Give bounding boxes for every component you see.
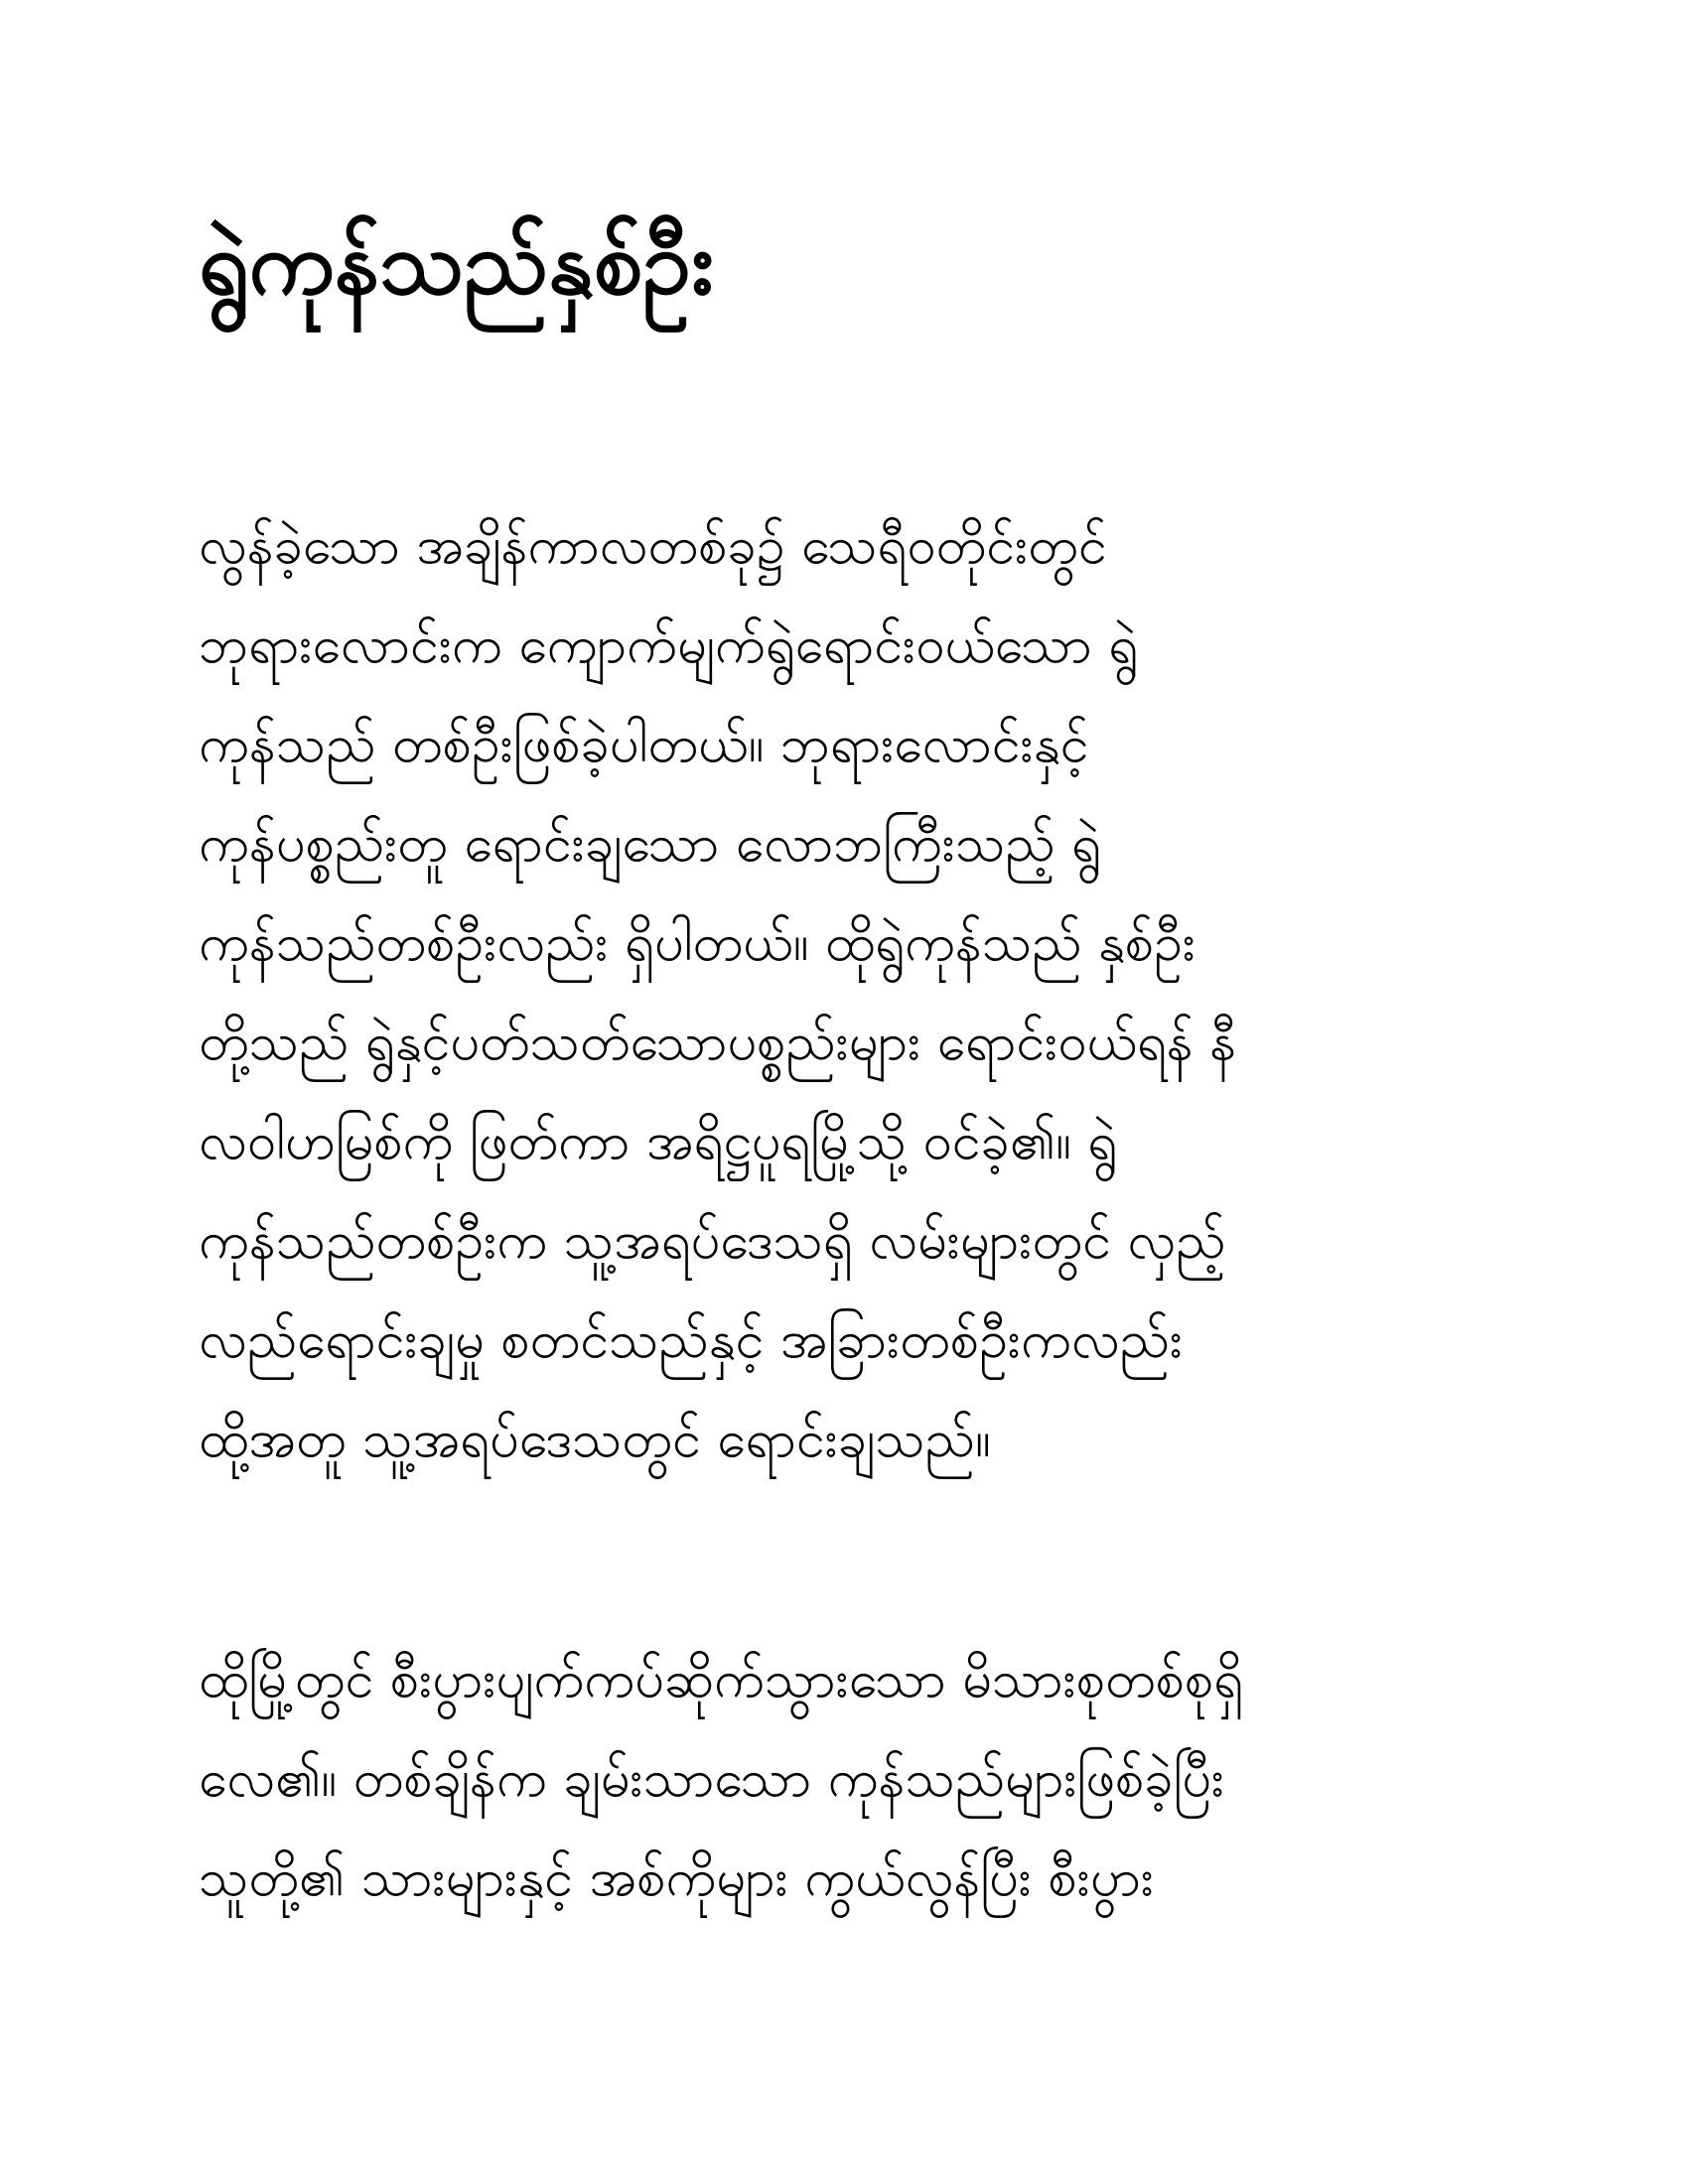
paragraph-line: ကုန်သည်တစ်ဦးက သူ့အရပ်ဒေသရှိ လမ်းများတွင် လှည့်	[199, 1211, 1226, 1271]
paragraph-line: ကုန်ပစ္စည်းတူ ရောင်းချသော လောဘကြီးသည့် ရွဲ	[199, 814, 1101, 874]
paragraph-1	[199, 496, 1489, 1489]
document-title: ရွဲကုန်သည်နှစ်ဦး	[199, 211, 714, 314]
paragraph-line: လည်ရောင်းချမှု စတင်သည်နှင့် အခြားတစ်ဦးကလည်း	[199, 1310, 1184, 1370]
paragraph-line: သူတို့၏ သားများနှင့် အစ်ကိုများ ကွယ်လွန်ပြီး စီးပွား	[199, 1848, 1155, 1908]
paragraph-line: ဘုရားလောင်းက ကျောက်မျက်ရွဲရောင်းဝယ်သော ရွဲ	[199, 615, 1139, 675]
paragraph-line: ကုန်သည် တစ်ဦးဖြစ်ခဲ့ပါတယ်။ ဘုရားလောင်းနှင့်	[199, 715, 1089, 774]
paragraph-line: လေ၏။ တစ်ချိန်က ချမ်းသာသော ကုန်သည်များဖြစ်ခဲ့ပြီး	[199, 1749, 1225, 1809]
paragraph-2	[199, 1630, 1489, 1928]
paragraph-line: ထိုမြို့တွင် စီးပွားပျက်ကပ်ဆိုက်သွားသော မိသားစုတစ်စုရှိ	[199, 1650, 1243, 1709]
paragraph-line: ထို့အတူ သူ့အရပ်ဒေသတွင် ရောင်းချသည်။	[199, 1410, 991, 1469]
paragraph-line: လဝါဟမြစ်ကို ဖြတ်ကာ အရိဋ္ဌပူရမြို့သို့ ဝင်ခဲ့၏။ ရွဲ	[199, 1112, 1118, 1171]
paragraph-line: ကုန်သည်တစ်ဦးလည်း ရှိပါတယ်။ ထိုရွဲကုန်သည် နှစ်ဦး	[199, 913, 1196, 973]
paragraph-line: တို့သည် ရွဲနှင့်ပတ်သတ်သောပစ္စည်းများ ရောင်းဝယ်ရန် နီ	[199, 1013, 1237, 1072]
paragraph-line: လွန်ခဲ့သော အချိန်ကာလတစ်ခု၌ သေရီဝတိုင်းတွင်	[199, 516, 1107, 576]
